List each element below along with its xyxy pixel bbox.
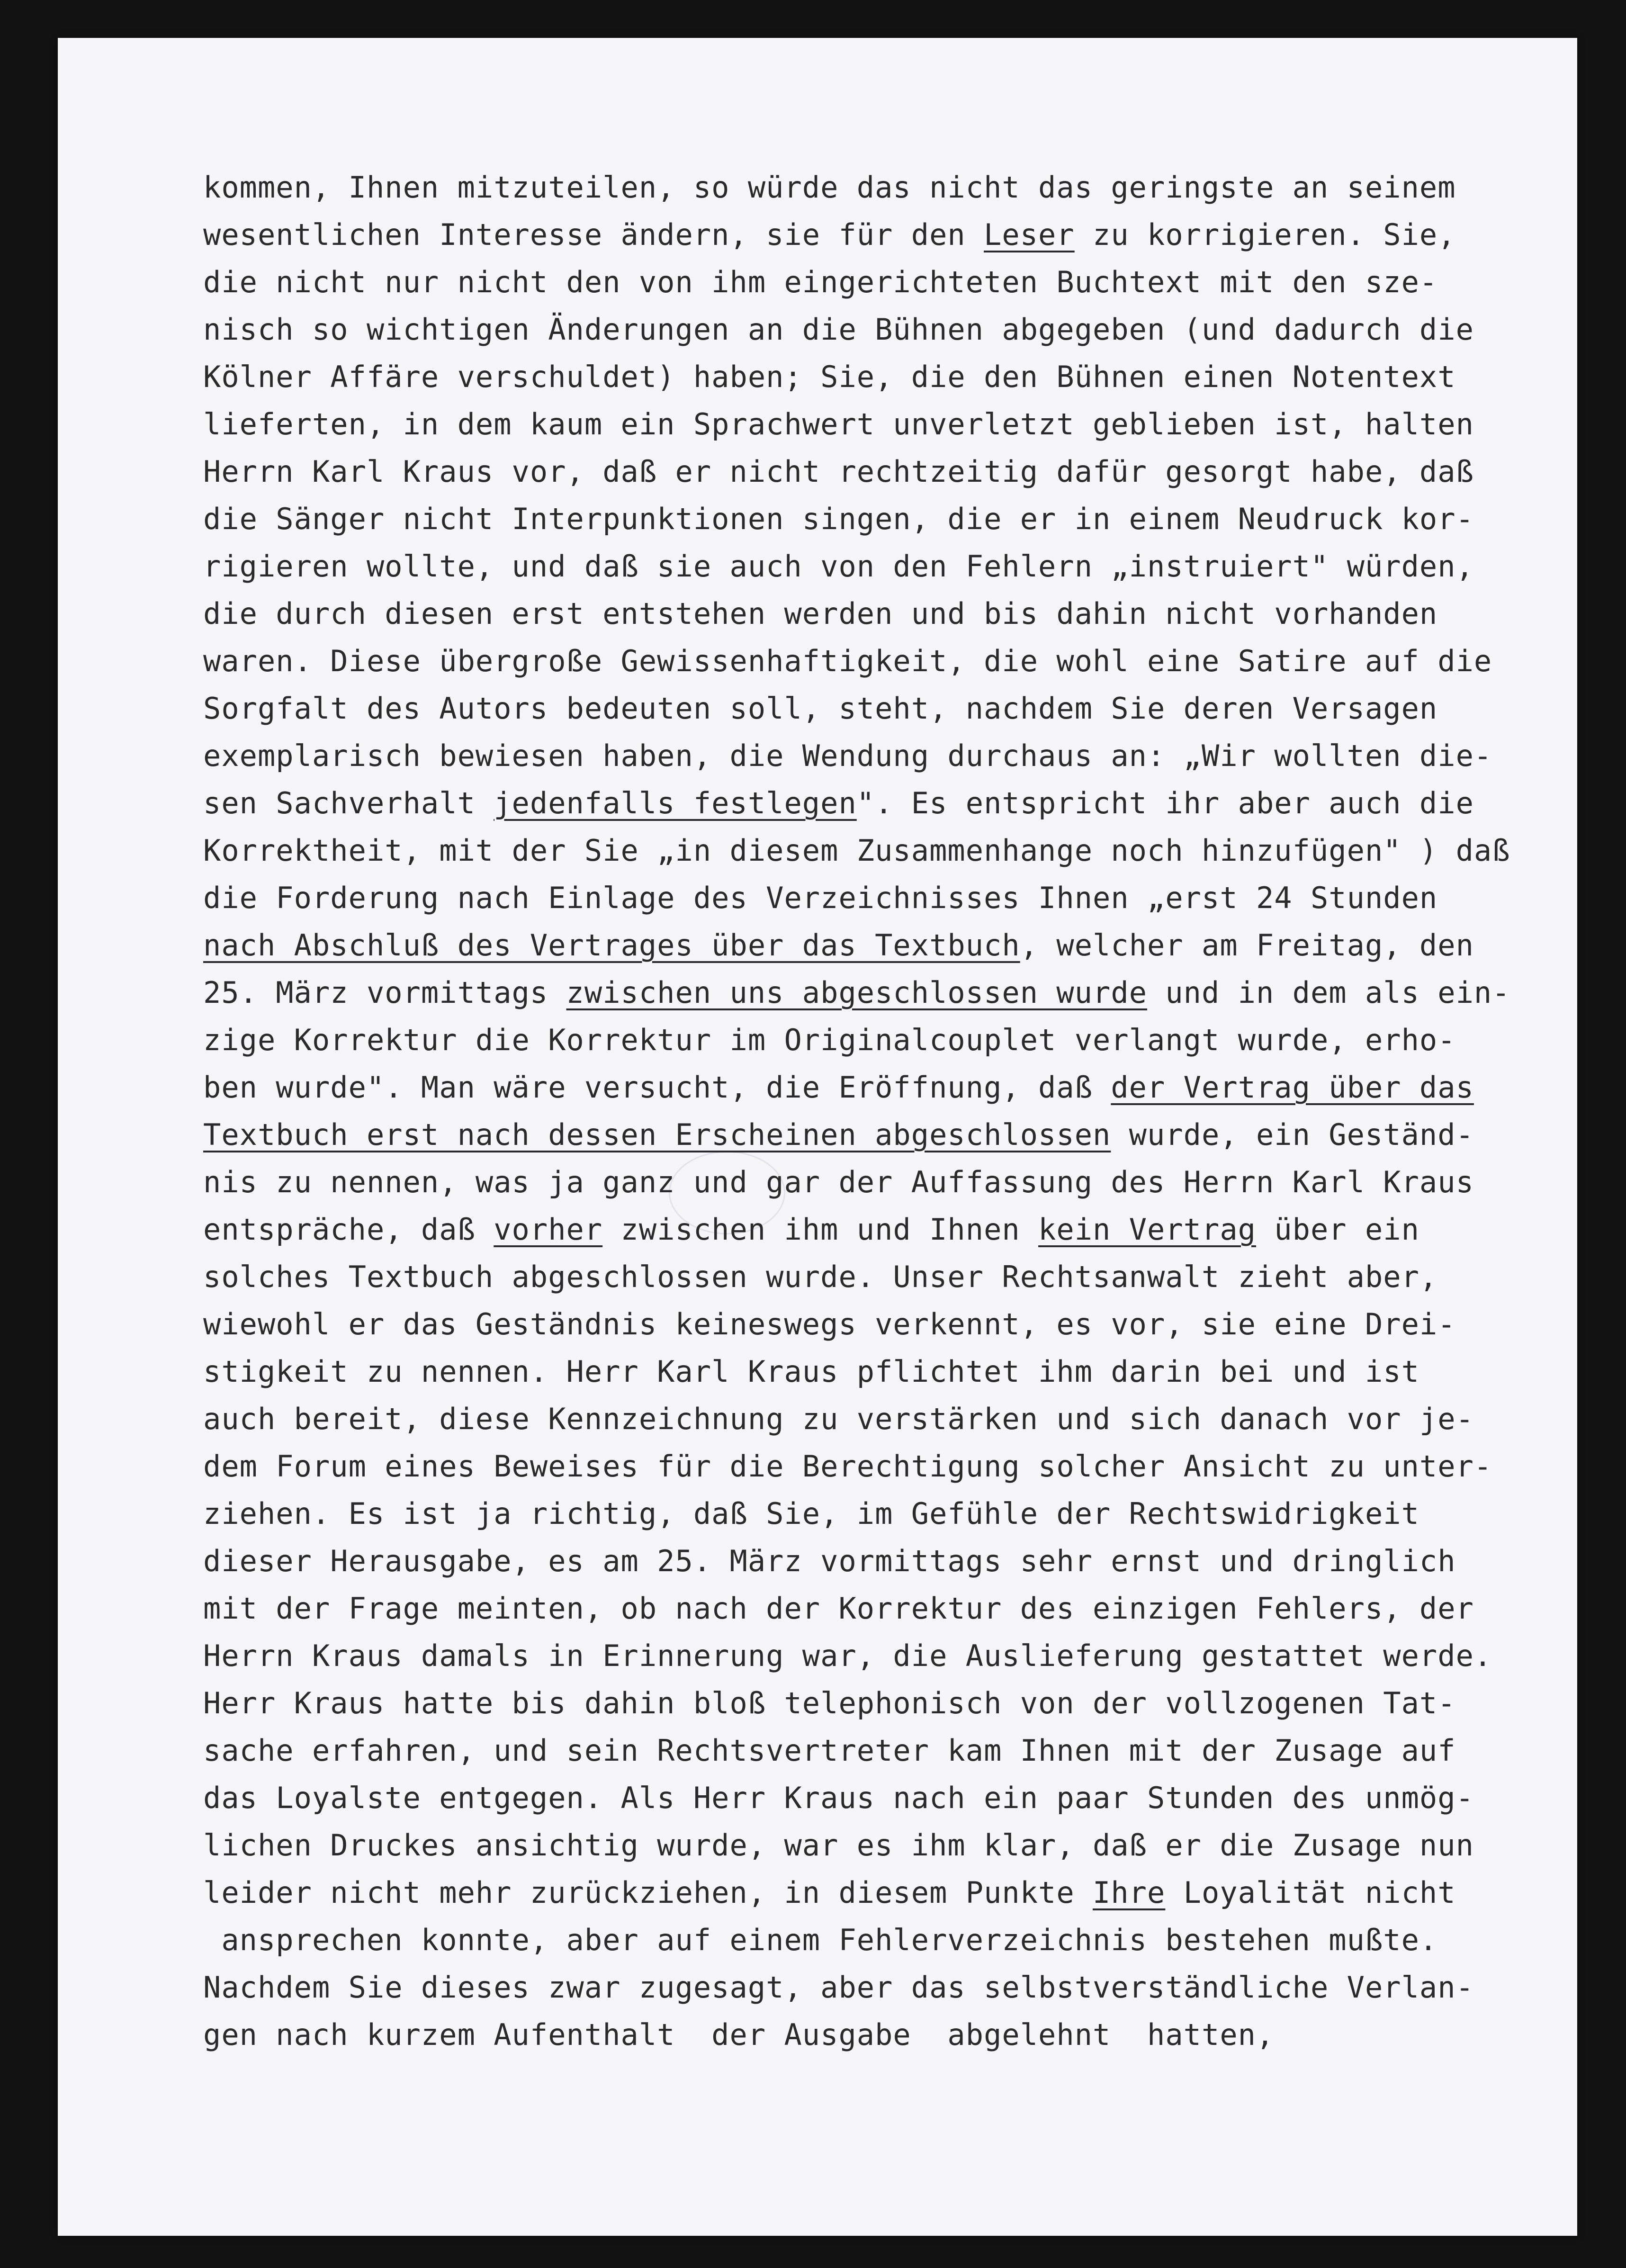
- text-segment: Herrn Kraus damals in Erinnerung war, die Auslieferung gestattet werde.: [203, 1638, 1492, 1673]
- text-segment: Herr Kraus hatte bis dahin bloß telephonisch von der vollzogenen Tat-: [203, 1686, 1456, 1720]
- text-line: [203, 1348, 1586, 1395]
- text-segment: wiewohl er das Geständnis keineswegs verkennt, es vor, sie eine Drei-: [203, 1307, 1456, 1341]
- text-segment: die durch diesen erst entstehen werden und bis dahin nicht vorhanden: [203, 596, 1438, 631]
- text-line: [203, 1727, 1586, 1774]
- text-segment: zwischen ihm und Ihnen: [602, 1212, 1039, 1247]
- text-segment: lieferten, in dem kaum ein Sprachwert unverletzt geblieben ist, halten: [203, 407, 1474, 441]
- text-segment: Kölner Affäre verschuldet) haben; Sie, die den Bühnen einen Notentext: [203, 360, 1456, 394]
- text-segment: auch bereit, diese Kennzeichnung zu verstärken und sich danach vor je-: [203, 1402, 1474, 1436]
- text-line: [203, 590, 1586, 638]
- text-segment: 25. März vormittags: [203, 975, 566, 1010]
- underlined-text: kein Vertrag: [1038, 1212, 1256, 1247]
- text-line: [203, 1064, 1586, 1111]
- text-line: [203, 495, 1586, 543]
- underlined-text: Ihre: [1093, 1875, 1166, 1910]
- text-segment: das Loyalste entgegen. Als Herr Kraus nach ein paar Stunden des unmög-: [203, 1781, 1474, 1815]
- text-segment: und in dem als ein-: [1147, 975, 1510, 1010]
- text-line: [203, 353, 1586, 401]
- text-segment: Herrn Karl Kraus vor, daß er nicht rechtzeitig dafür gesorgt habe, daß: [203, 454, 1474, 489]
- text-line: [203, 2011, 1586, 2059]
- text-line: [203, 1822, 1586, 1869]
- text-line: [203, 638, 1586, 685]
- text-segment: nis zu nennen, was ja ganz und gar der Auffassung des Herrn Karl Kraus: [203, 1165, 1474, 1199]
- text-segment: leider nicht mehr zurückziehen, in diesem Punkte: [203, 1875, 1093, 1910]
- text-segment: kommen, Ihnen mitzuteilen, so würde das nicht das geringste an seinem: [203, 170, 1456, 205]
- text-segment: exemplarisch bewiesen haben, die Wendung durchaus an: „Wir wollten die-: [203, 738, 1492, 773]
- text-line: [203, 211, 1586, 259]
- underlined-text: vorher: [494, 1212, 603, 1247]
- text-line: [203, 1253, 1586, 1301]
- text-line: [203, 969, 1586, 1017]
- text-segment: zu korrigieren. Sie,: [1074, 217, 1456, 252]
- text-line: [203, 259, 1586, 306]
- text-segment: Loyalität nicht: [1165, 1875, 1456, 1910]
- typewritten-text: [203, 164, 1586, 2059]
- text-segment: rigieren wollte, und daß sie auch von den Fehlern „instruiert" würden,: [203, 549, 1474, 584]
- text-line: [203, 543, 1586, 590]
- text-line: [203, 1680, 1586, 1727]
- text-line: [203, 922, 1586, 969]
- underlined-text: der Vertrag über das: [1111, 1070, 1474, 1105]
- text-segment: ziehen. Es ist ja richtig, daß Sie, im Gefühle der Rechtswidrigkeit: [203, 1496, 1419, 1531]
- text-line: [203, 1206, 1586, 1253]
- text-line: [203, 685, 1586, 732]
- text-line: [203, 1774, 1586, 1822]
- text-segment: stigkeit zu nennen. Herr Karl Kraus pflichtet ihm darin bei und ist: [203, 1354, 1419, 1389]
- text-segment: Nachdem Sie dieses zwar zugesagt, aber das selbstverständliche Verlan-: [203, 1970, 1474, 2005]
- text-line: [203, 874, 1586, 922]
- text-segment: waren. Diese übergroße Gewissenhaftigkeit, die wohl eine Satire auf die: [203, 644, 1492, 678]
- text-segment: ". Es entspricht ihr aber auch die: [856, 786, 1474, 820]
- underlined-text: Textbuch erst nach dessen Erscheinen abgeschlossen: [203, 1117, 1111, 1152]
- text-segment: ansprechen konnte, aber auf einem Fehlerverzeichnis bestehen mußte.: [203, 1923, 1438, 1957]
- text-line: [203, 1869, 1586, 1917]
- text-line: [203, 1301, 1586, 1348]
- text-line: [203, 401, 1586, 448]
- typewritten-page: [58, 38, 1577, 2236]
- text-line: [203, 1538, 1586, 1585]
- text-line: [203, 1111, 1586, 1159]
- underlined-text: Leser: [984, 217, 1075, 252]
- text-segment: solches Textbuch abgeschlossen wurde. Unser Rechtsanwalt zieht aber,: [203, 1260, 1438, 1294]
- text-segment: lichen Druckes ansichtig wurde, war es ihm klar, daß er die Zusage nun: [203, 1828, 1474, 1863]
- text-line: [203, 732, 1586, 780]
- text-segment: gen nach kurzem Aufenthalt der Ausgabe abgelehnt hatten,: [203, 2017, 1275, 2052]
- text-segment: sache erfahren, und sein Rechtsvertreter kam Ihnen mit der Zusage auf: [203, 1733, 1456, 1768]
- text-segment: entspräche, daß: [203, 1212, 494, 1247]
- text-line: [203, 1395, 1586, 1443]
- text-line: [203, 1159, 1586, 1206]
- underlined-text: zwischen uns abgeschlossen wurde: [566, 975, 1148, 1010]
- text-line: [203, 1443, 1586, 1490]
- text-segment: die Forderung nach Einlage des Verzeichnisses Ihnen „erst 24 Stunden: [203, 881, 1438, 915]
- text-segment: die Sänger nicht Interpunktionen singen, die er in einem Neudruck kor-: [203, 502, 1474, 536]
- text-segment: nisch so wichtigen Änderungen an die Bühnen abgegeben (und dadurch die: [203, 312, 1474, 347]
- text-line: [203, 1964, 1586, 2011]
- underlined-text: nach Abschluß des Vertrages über das Textbuch: [203, 928, 1020, 963]
- text-line: [203, 1585, 1586, 1632]
- text-line: [203, 1490, 1586, 1538]
- text-segment: , welcher am Freitag, den: [1020, 928, 1474, 963]
- text-segment: ben wurde". Man wäre versucht, die Eröffnung, daß: [203, 1070, 1111, 1105]
- text-line: [203, 1917, 1586, 1964]
- underlined-text: jedenfalls festlegen: [494, 786, 857, 820]
- text-segment: über ein: [1256, 1212, 1419, 1247]
- text-line: [203, 780, 1586, 827]
- text-line: [203, 306, 1586, 353]
- text-line: [203, 164, 1586, 211]
- text-segment: dem Forum eines Beweises für die Berechtigung solcher Ansicht zu unter-: [203, 1449, 1492, 1484]
- text-line: [203, 448, 1586, 495]
- text-segment: dieser Herausgabe, es am 25. März vormittags sehr ernst und dringlich: [203, 1544, 1456, 1578]
- text-segment: zige Korrektur die Korrektur im Originalcouplet verlangt wurde, erho-: [203, 1023, 1456, 1057]
- text-segment: wesentlichen Interesse ändern, sie für den: [203, 217, 984, 252]
- text-line: [203, 1632, 1586, 1680]
- text-segment: wurde, ein Geständ-: [1111, 1117, 1474, 1152]
- text-segment: sen Sachverhalt: [203, 786, 494, 820]
- text-segment: Korrektheit, mit der Sie „in diesem Zusammenhange noch hinzufügen" ) daß: [203, 833, 1510, 868]
- text-segment: Sorgfalt des Autors bedeuten soll, steht, nachdem Sie deren Versagen: [203, 691, 1438, 726]
- text-line: [203, 1017, 1586, 1064]
- text-segment: mit der Frage meinten, ob nach der Korrektur des einzigen Fehlers, der: [203, 1591, 1474, 1626]
- text-segment: die nicht nur nicht den von ihm eingerichteten Buchtext mit den sze-: [203, 265, 1438, 299]
- text-line: [203, 827, 1586, 874]
